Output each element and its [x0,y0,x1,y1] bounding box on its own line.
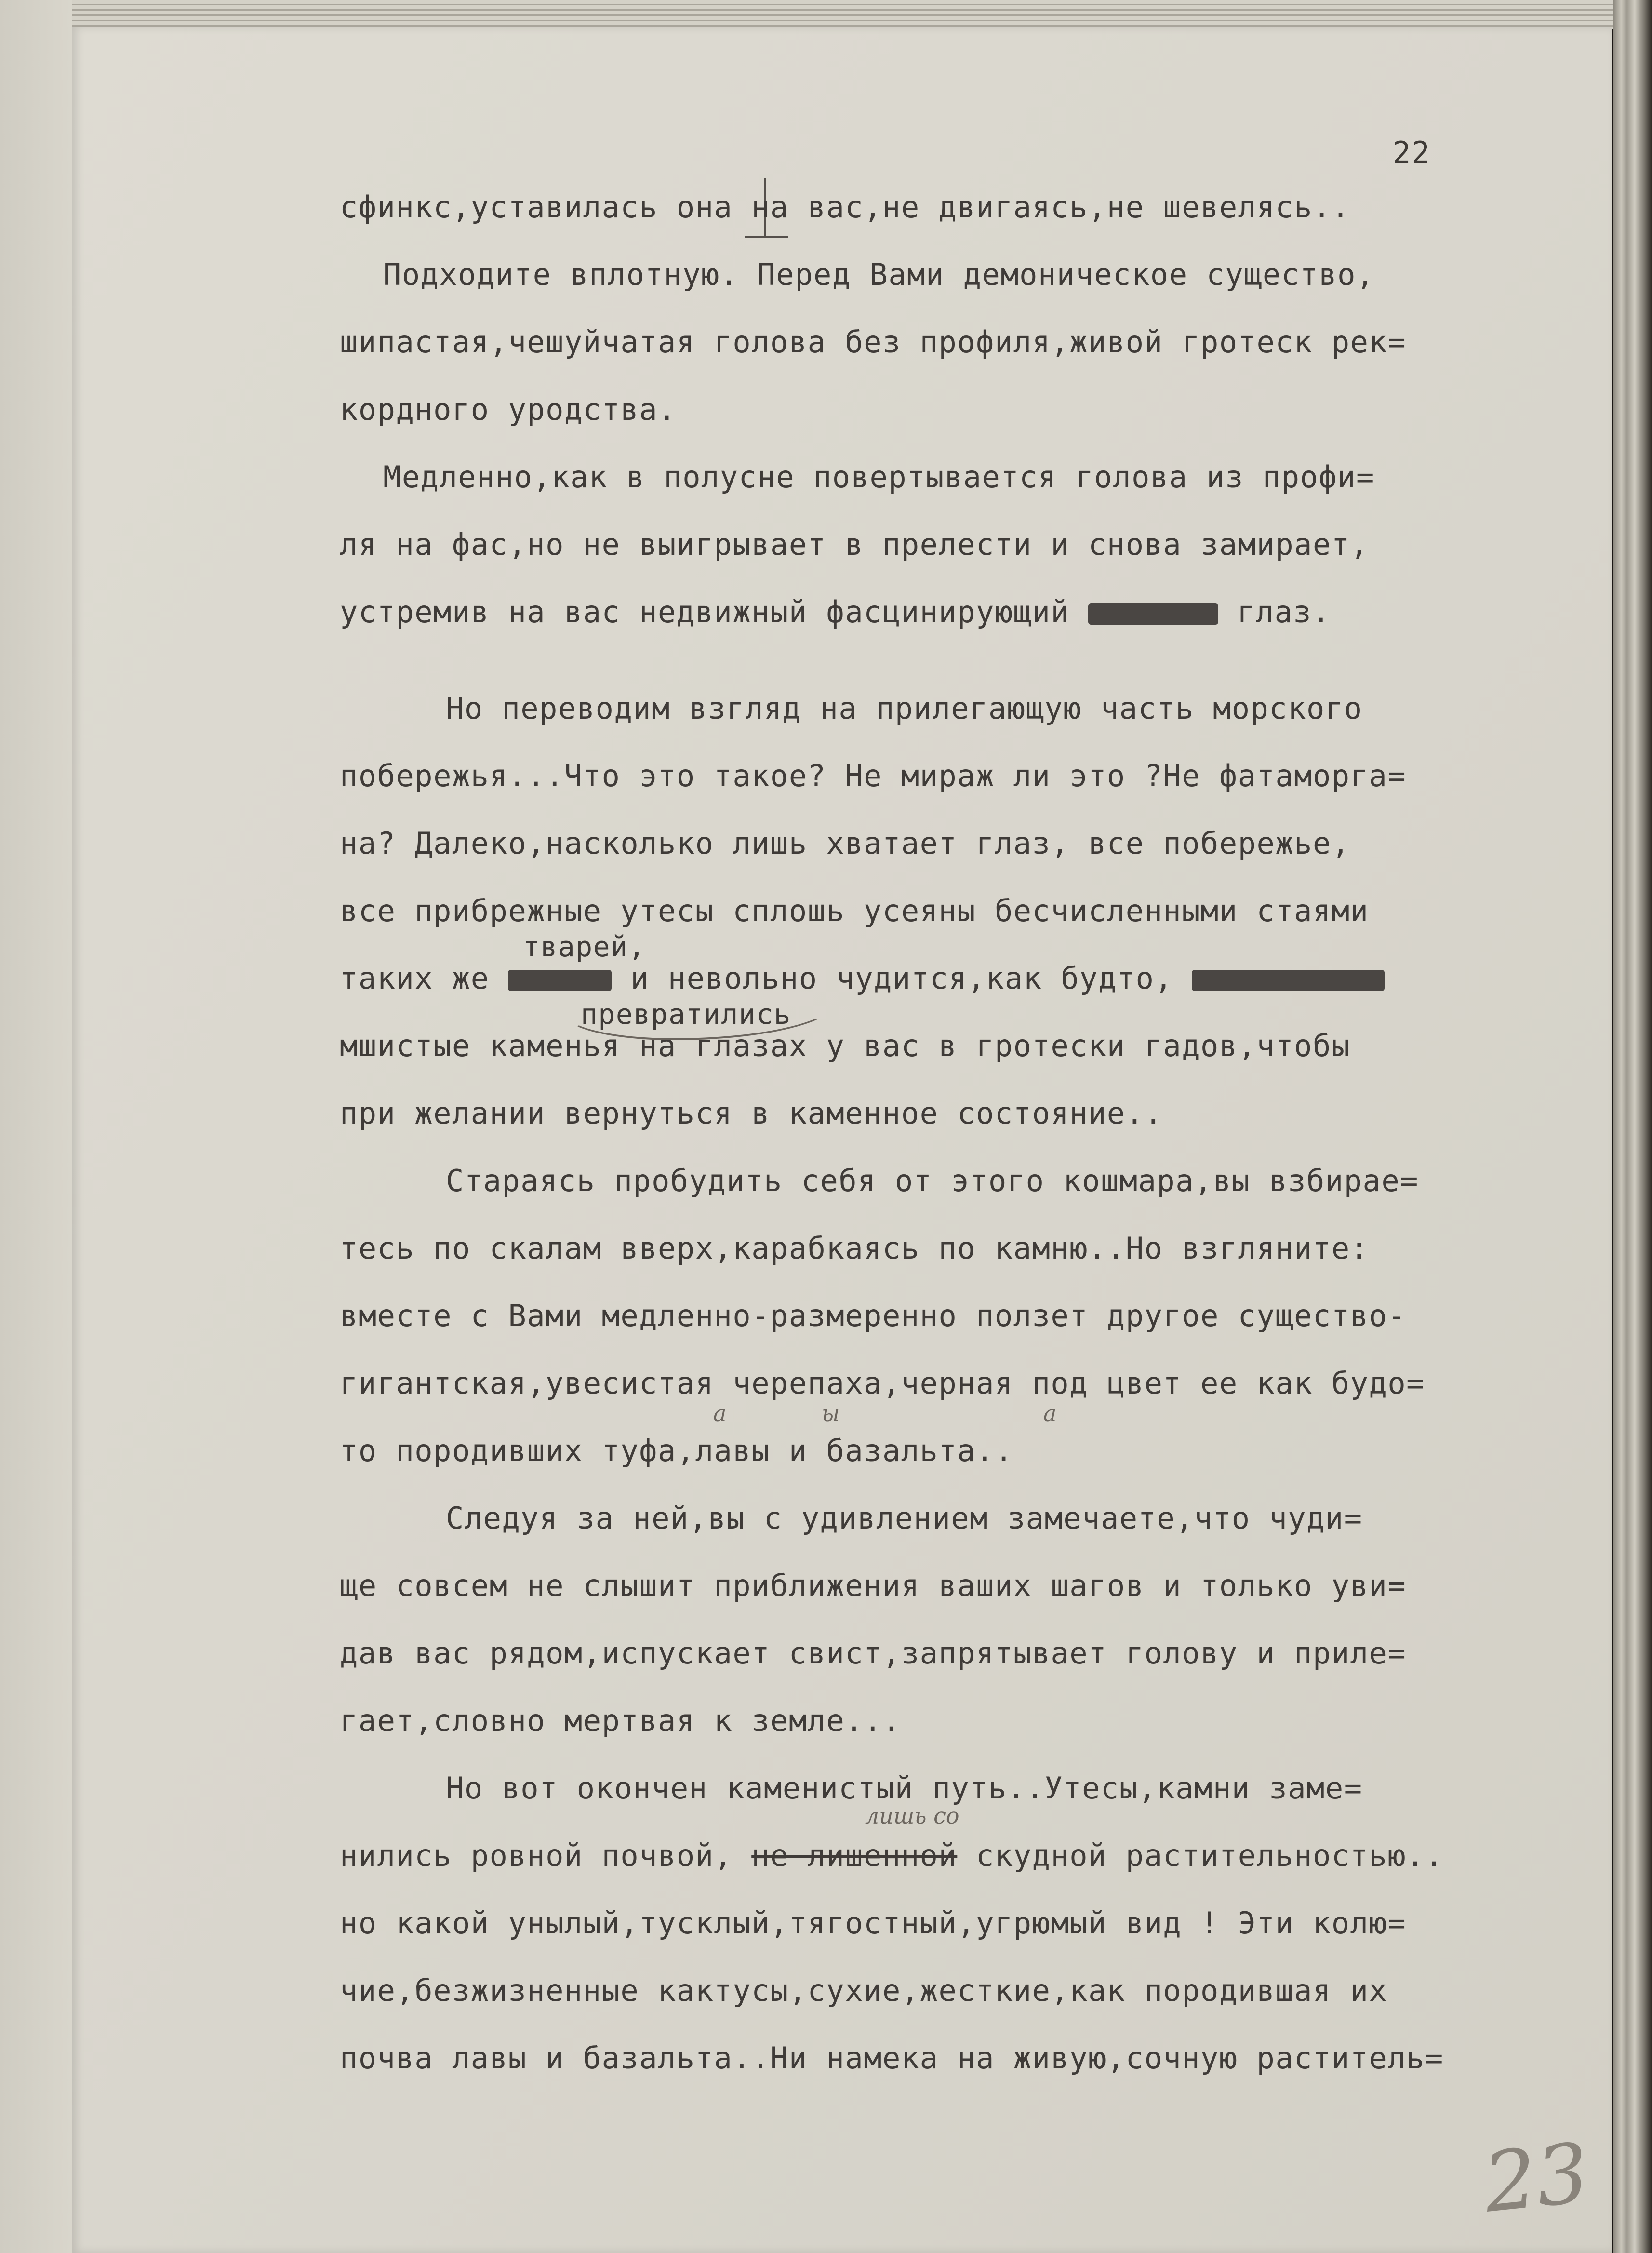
text-line: чие,безжизненные кактусы,сухие,жесткие,как породившая их [340,1973,1388,2008]
handwritten-correction: ы [822,1400,840,1426]
page-number: 22 [1393,135,1431,170]
text-line: шипастая,чешуйчатая голова без профиля,живой гротеск рек= [340,324,1407,360]
text-line: Но переводим взгляд на прилегающую часть морского [446,691,1363,726]
handwritten-correction: а [713,1400,727,1426]
text-line: вместе с Вами медленно-размеренно ползет другое существо- [340,1298,1407,1333]
text-line: ще совсем не слышит приближения ваших шагов и только уви= [340,1568,1407,1603]
typed-insertion: тварей, [523,930,646,963]
adjacent-page-edge [0,0,75,2253]
proofreading-mark-bar [745,236,788,238]
paper-stack-top-edge [72,0,1614,29]
text-line: кордного уродства. [340,392,677,427]
text-line-with-strike [340,595,1331,629]
typewritten-sheet [72,27,1612,2253]
struck-word [1088,603,1218,625]
text-fragment: таких же [340,961,490,996]
text-line: гает,словно мертвая к земле... [340,1703,901,1738]
text-line: сфинкс,уставилась она на вас,не двигаясь,не шевелясь.. [340,189,1350,225]
text-line-with-strike [340,1839,1444,1873]
text-fragment: нились ровной почвой, [340,1838,733,1873]
text-line: гигантская,увесистая черепаха,черная под цвет ее как будо= [340,1366,1425,1401]
text-line: почва лавы и базальта..Ни намека на живую,сочную раститель= [340,2040,1444,2076]
text-line: дав вас рядом,испускает свист,запрятывает голову и приле= [340,1636,1407,1671]
text-line: мшистые каменья на глазах у вас в гротески гадов,чтобы [340,1028,1350,1063]
text-line-with-strike [340,962,1385,995]
text-fragment: устремив на вас недвижный фасцинирующий [340,594,1070,630]
archive-page-number: 23 [1479,2125,1594,2231]
text-fragment: скудной растительностью.. [976,1838,1444,1873]
text-line: но какой унылый,тусклый,тягостный,угрюмый вид ! Эти колю= [340,1905,1407,1941]
text-line: тесь по скалам вверх,карабкаясь по камню..Но взгляните: [340,1231,1369,1266]
text-fragment: глаз. [1237,594,1331,630]
text-line: ля на фас,но не выигрывает в прелести и снова замирает, [340,527,1369,562]
text-line: Подходите вплотную. Перед Вами демоническое существо, [383,257,1375,292]
handwritten-correction: а [1043,1400,1057,1426]
typed-insertion: превратились [581,998,792,1031]
text-line: Но вот окончен каменистый путь..Утесы,камни заме= [446,1770,1363,1806]
text-line: Медленно,как в полусне повертывается голова из профи= [383,459,1375,495]
text-line: при желании вернуться в каменное состояние.. [340,1096,1163,1131]
paper-stack-right-edge [1613,0,1652,2253]
struck-word [1192,970,1385,991]
handwritten-insertion: лишь со [865,1803,959,1829]
text-line: все прибрежные утесы сплошь усеяны бесчисленными стаями [340,893,1369,928]
text-fragment: и невольно чудится,как будто, [630,961,1173,996]
text-line: на? Далеко,насколько лишь хватает глаз, все побережье, [340,826,1350,861]
text-line: Следуя за ней,вы с удивлением замечаете,что чуди= [446,1501,1363,1536]
text-line: Стараясь пробудить себя от этого кошмара,вы взбирае= [446,1163,1419,1198]
text-line: то породивших туфа,лавы и базальта.. [340,1433,1013,1468]
struck-phrase: не лишенной [751,1838,958,1873]
text-line: побережья...Что это такое? Не мираж ли это ?Не фатаморга= [340,758,1407,793]
